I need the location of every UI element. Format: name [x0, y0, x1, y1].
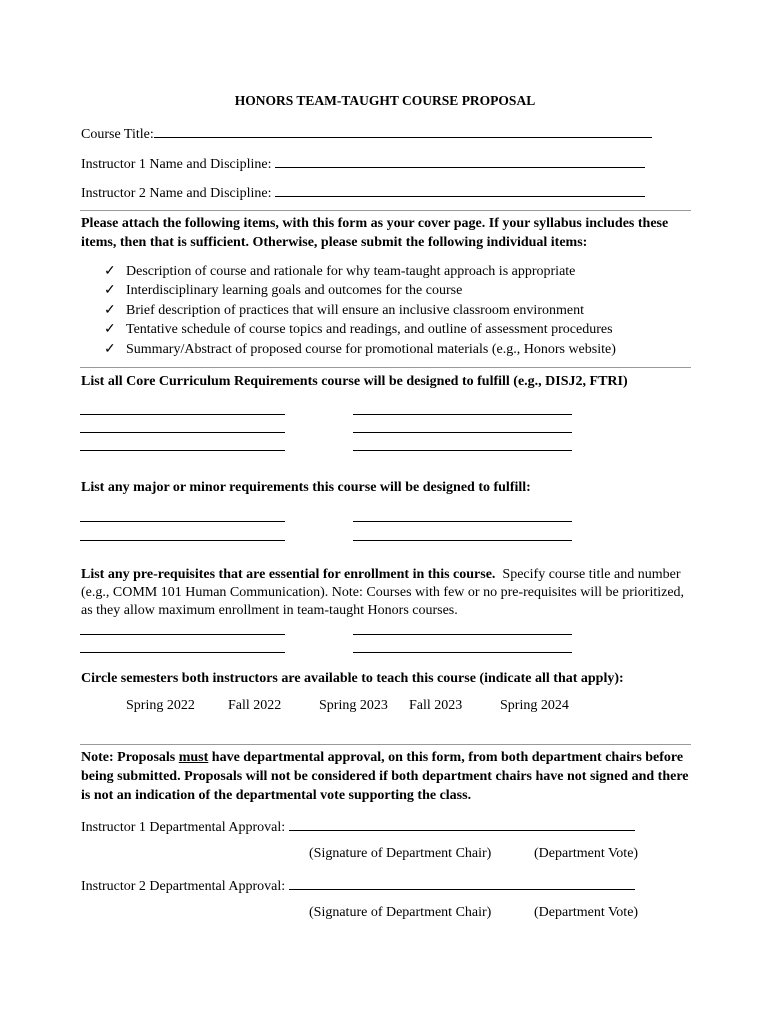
instructor1-field[interactable]	[81, 153, 645, 174]
course-title-label: Course Title:	[81, 127, 154, 142]
core-blank-line[interactable]	[80, 432, 285, 433]
semester-option-spring-2024[interactable]: Spring 2024	[500, 698, 569, 713]
prerequisites-heading: List any pre-requisites that are essential for enrollment in this course.	[81, 567, 496, 582]
form-title: HONORS TEAM-TAUGHT COURSE PROPOSAL	[234, 93, 536, 108]
core-requirements-heading: List all Core Curriculum Requirements course will be designed to fulfill (e.g., DISJ2, FTRI)	[81, 374, 628, 389]
prerequisites-paragraph	[81, 566, 693, 620]
note-prefix: Note: Proposals	[81, 750, 179, 765]
instructor1-approval-label: Instructor 1 Departmental Approval:	[81, 820, 286, 835]
major-blank-line[interactable]	[353, 540, 572, 541]
checkmark-icon: ✓	[104, 283, 116, 299]
list-item	[104, 320, 616, 339]
checkmark-icon: ✓	[104, 341, 116, 357]
major-blank-line[interactable]	[80, 540, 285, 541]
list-item	[104, 340, 616, 359]
list-item-text: Tentative schedule of course topics and readings, and outline of assessment procedures	[126, 322, 613, 338]
vote-caption: (Department Vote)	[534, 846, 639, 861]
divider	[80, 210, 691, 211]
semester-option-spring-2022[interactable]: Spring 2022	[126, 698, 195, 713]
instructor2-field[interactable]	[81, 182, 645, 203]
core-blank-line[interactable]	[80, 414, 285, 415]
instructor1-approval-line[interactable]	[289, 816, 635, 831]
core-blank-line[interactable]	[353, 432, 572, 433]
instructor2-line[interactable]	[275, 182, 645, 197]
major-blank-line[interactable]	[80, 521, 285, 522]
divider	[80, 367, 691, 368]
checkmark-icon: ✓	[104, 302, 116, 318]
note-text: have departmental approval, on this form, from both department chairs before being submitted. Proposals will not be considered if both department chairs have not signed and there is not an indication of the departmental vote supporting the class.	[81, 750, 689, 803]
checkmark-icon: ✓	[104, 264, 116, 279]
prereq-blank-line[interactable]	[80, 634, 285, 635]
instructor2-label: Instructor 2 Name and Discipline:	[81, 186, 272, 201]
prereq-blank-line[interactable]	[353, 652, 572, 653]
semester-option-spring-2023[interactable]: Spring 2023	[319, 698, 388, 713]
instructor2-approval-label: Instructor 2 Departmental Approval:	[81, 879, 286, 894]
semester-option-fall-2023[interactable]: Fall 2023	[409, 698, 463, 713]
instructor1-label: Instructor 1 Name and Discipline:	[81, 157, 272, 172]
required-items-list	[104, 262, 616, 359]
approval-note	[81, 748, 693, 805]
instructor1-line[interactable]	[275, 153, 645, 168]
prereq-blank-line[interactable]	[353, 634, 572, 635]
prerequisites-text: Specify course title and number (e.g., COMM 101 Human Communication). Note: Courses with few or no pre-requisites will be prioritized, as they allow maximum enrollment in team-taught Honors courses.	[81, 567, 685, 618]
instructor2-approval-line[interactable]	[289, 875, 635, 890]
course-title-field[interactable]	[81, 123, 652, 144]
major-blank-line[interactable]	[353, 521, 572, 522]
signature-caption: (Signature of Department Chair)	[309, 905, 492, 920]
list-item-text: Brief description of practices that will ensure an inclusive classroom environment	[126, 302, 584, 318]
attach-instructions: Please attach the following items, with this form as your cover page. If your syllabus includes these items, then that is sufficient. Otherwise, please submit the following individual items:	[81, 216, 669, 250]
list-item	[104, 262, 616, 281]
vote-caption: (Department Vote)	[534, 905, 639, 920]
divider	[80, 744, 691, 745]
course-title-line[interactable]	[154, 123, 652, 138]
list-item	[104, 281, 616, 300]
checkmark-icon: ✓	[104, 322, 116, 338]
semester-option-fall-2022[interactable]: Fall 2022	[228, 698, 282, 713]
core-blank-line[interactable]	[80, 450, 285, 451]
core-blank-line[interactable]	[353, 450, 572, 451]
note-emphasis: must	[178, 750, 209, 765]
list-item	[104, 301, 616, 320]
signature-caption: (Signature of Department Chair)	[309, 846, 492, 861]
instructor1-approval-field[interactable]	[81, 816, 635, 836]
list-item-text: Summary/Abstract of proposed course for promotional materials (e.g., Honors website)	[126, 341, 616, 357]
prereq-blank-line[interactable]	[80, 652, 285, 653]
core-blank-line[interactable]	[353, 414, 572, 415]
list-item-text: Interdisciplinary learning goals and outcomes for the course	[126, 283, 463, 299]
major-requirements-heading: List any major or minor requirements this course will be designed to fulfill:	[81, 480, 531, 495]
instructor2-approval-field[interactable]	[81, 875, 635, 895]
semesters-heading: Circle semesters both instructors are available to teach this course (indicate all that apply):	[81, 671, 624, 686]
list-item-text: Description of course and rationale for why team-taught approach is appropriate	[126, 264, 576, 279]
